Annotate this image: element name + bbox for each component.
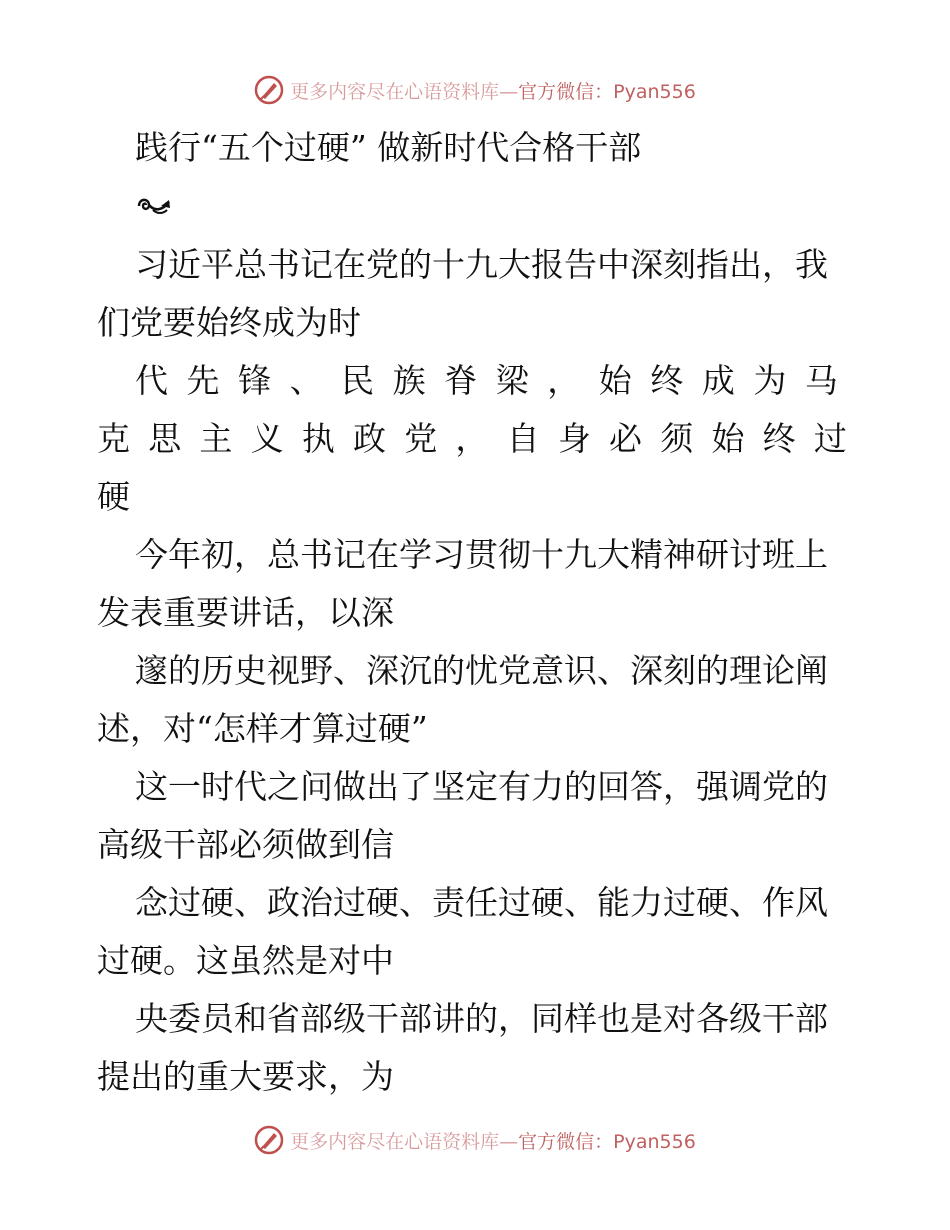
char: 义 bbox=[250, 419, 284, 458]
char: 始 bbox=[598, 361, 632, 400]
quill-seal-icon bbox=[254, 75, 284, 105]
body-line-15: 提出的重大要求，为 bbox=[97, 1057, 394, 1096]
body-line-8: 邃的历史视野、深沉的忧党意识、深刻的理论阐 bbox=[135, 651, 828, 690]
body-line-13: 过硬。这虽然是对中 bbox=[97, 941, 394, 980]
char: 马 bbox=[804, 361, 838, 400]
body-line-6: 今年初，总书记在学习贯彻十九大精神研讨班上 bbox=[135, 535, 828, 574]
char: 自 bbox=[506, 419, 540, 458]
body-line-3 bbox=[135, 361, 838, 401]
char: 锋 bbox=[238, 361, 272, 400]
char: 党 bbox=[404, 419, 438, 458]
body-line-9: 述，对“怎样才算过硬” bbox=[97, 709, 428, 748]
char: ， bbox=[547, 361, 581, 400]
body-line-2: 们党要始终成为时 bbox=[97, 303, 361, 342]
char: 成 bbox=[701, 361, 735, 400]
footer-banner-main: 更多内容尽在心语资料库 bbox=[290, 1130, 500, 1153]
header-banner-wechat: 官方微信：Pyan556 bbox=[518, 80, 696, 103]
char: 执 bbox=[301, 419, 335, 458]
header-banner-content bbox=[254, 75, 696, 105]
char: 族 bbox=[392, 361, 426, 400]
char: 克 bbox=[97, 419, 130, 458]
header-banner-main: 更多内容尽在心语资料库 bbox=[290, 80, 500, 103]
char: 政 bbox=[353, 419, 387, 458]
header-banner bbox=[0, 70, 950, 110]
char: 民 bbox=[341, 361, 375, 400]
body-line-12: 念过硬、政治过硬、责任过硬、能力过硬、作风 bbox=[135, 883, 828, 922]
footer-banner-wechat: 官方微信：Pyan556 bbox=[518, 1130, 696, 1153]
footer-banner bbox=[0, 1120, 950, 1160]
header-banner-text bbox=[290, 77, 696, 104]
quill-seal-icon bbox=[254, 1125, 284, 1155]
char: 梁 bbox=[495, 361, 529, 400]
body-line-14: 央委员和省部级干部讲的，同样也是对各级干部 bbox=[135, 999, 828, 1038]
char: 、 bbox=[289, 361, 323, 400]
char: 脊 bbox=[444, 361, 478, 400]
body-line-1: 习近平总书记在党的十九大报告中深刻指出，我 bbox=[135, 245, 828, 284]
document-title: 践行“五个过硬” 做新时代合格干部 bbox=[135, 128, 642, 167]
char: 始 bbox=[711, 419, 745, 458]
char: 思 bbox=[148, 419, 182, 458]
char: 代 bbox=[135, 361, 168, 400]
char: ， bbox=[455, 419, 489, 458]
char: 终 bbox=[762, 419, 796, 458]
char: 过 bbox=[813, 419, 847, 458]
char: 为 bbox=[753, 361, 787, 400]
char: 终 bbox=[650, 361, 684, 400]
char: 须 bbox=[660, 419, 694, 458]
header-banner-dash: — bbox=[499, 80, 519, 103]
body-line-11: 高级干部必须做到信 bbox=[97, 825, 394, 864]
footer-banner-dash: — bbox=[499, 1130, 519, 1153]
char: 先 bbox=[186, 361, 220, 400]
char: 身 bbox=[557, 419, 591, 458]
body-line-7: 发表重要讲话，以深 bbox=[97, 593, 394, 632]
footer-banner-text bbox=[290, 1127, 696, 1154]
char: 必 bbox=[609, 419, 643, 458]
char: 主 bbox=[199, 419, 233, 458]
swirl-ornament-icon bbox=[135, 190, 175, 220]
footer-banner-content bbox=[254, 1125, 696, 1155]
body-line-10: 这一时代之问做出了坚定有力的回答，强调党的 bbox=[135, 767, 828, 806]
body-line-5: 硬 bbox=[97, 477, 130, 516]
body-line-4 bbox=[97, 419, 847, 459]
